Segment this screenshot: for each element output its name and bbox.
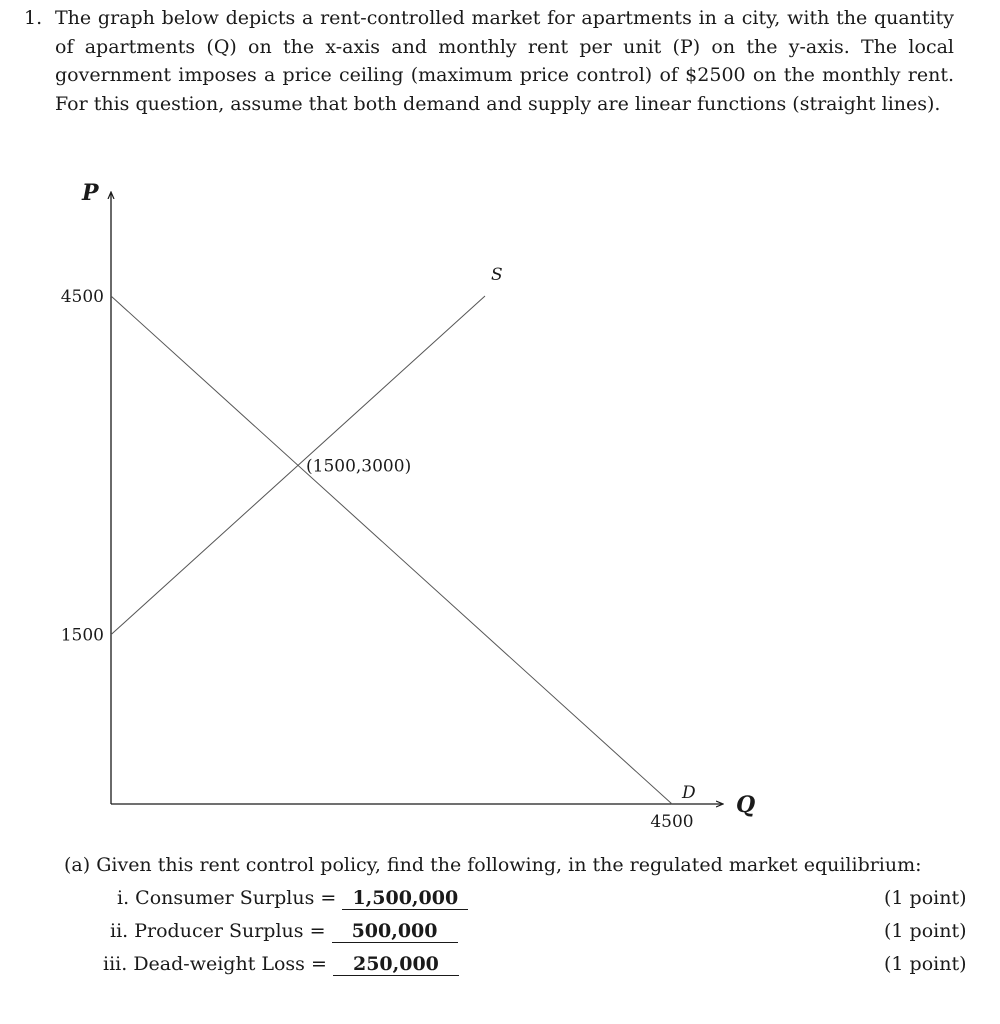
item-label: Dead-weight Loss = (133, 953, 327, 975)
points-label: (1 point) (884, 920, 967, 942)
supply-curve-label: S (491, 265, 503, 285)
answer-item-producer-surplus (110, 917, 458, 945)
question-number: 1. (24, 7, 43, 29)
points-label: (1 point) (884, 887, 967, 909)
points-label: (1 point) (884, 953, 967, 975)
equilibrium-point-label: (1500,3000) (306, 456, 412, 477)
demand-curve-label: D (682, 783, 696, 803)
answer-blank: 1,500,000 (342, 887, 468, 910)
x-tick-label-4500: 4500 (650, 812, 694, 832)
part-a-label: (a) (64, 854, 91, 876)
item-label: Producer Surplus = (134, 920, 326, 942)
item-numeral: i. (117, 887, 130, 909)
y-axis-label: P (82, 180, 99, 206)
x-axis-label: Q (736, 792, 756, 818)
question-text: The graph below depicts a rent-controlled market for apartments in a city, with the quantity of apartments (Q) on the x-axis and monthly rent per unit (P) on the y-axis. The local government imposes a price ceiling (maximum price control) of $2500 on the monthly rent. For this question, assume that both demand and supply are linear functions (straight lines). (55, 7, 954, 115)
answer-blank: 500,000 (332, 920, 458, 943)
y-tick-label-4500: 4500 (60, 287, 104, 307)
answer-blank: 250,000 (333, 953, 459, 976)
answer-item-dead-weight-loss (103, 950, 459, 978)
item-label: Consumer Surplus = (135, 887, 337, 909)
part-a-prompt (64, 851, 922, 879)
item-numeral: iii. (103, 953, 128, 975)
part-a-text: Given this rent control policy, find the following, in the regulated market equilibrium: (96, 854, 922, 876)
demand-curve (111, 296, 672, 804)
answer-item-consumer-surplus (117, 884, 468, 912)
y-tick-label-1500: 1500 (60, 625, 104, 646)
item-numeral: ii. (110, 920, 129, 942)
